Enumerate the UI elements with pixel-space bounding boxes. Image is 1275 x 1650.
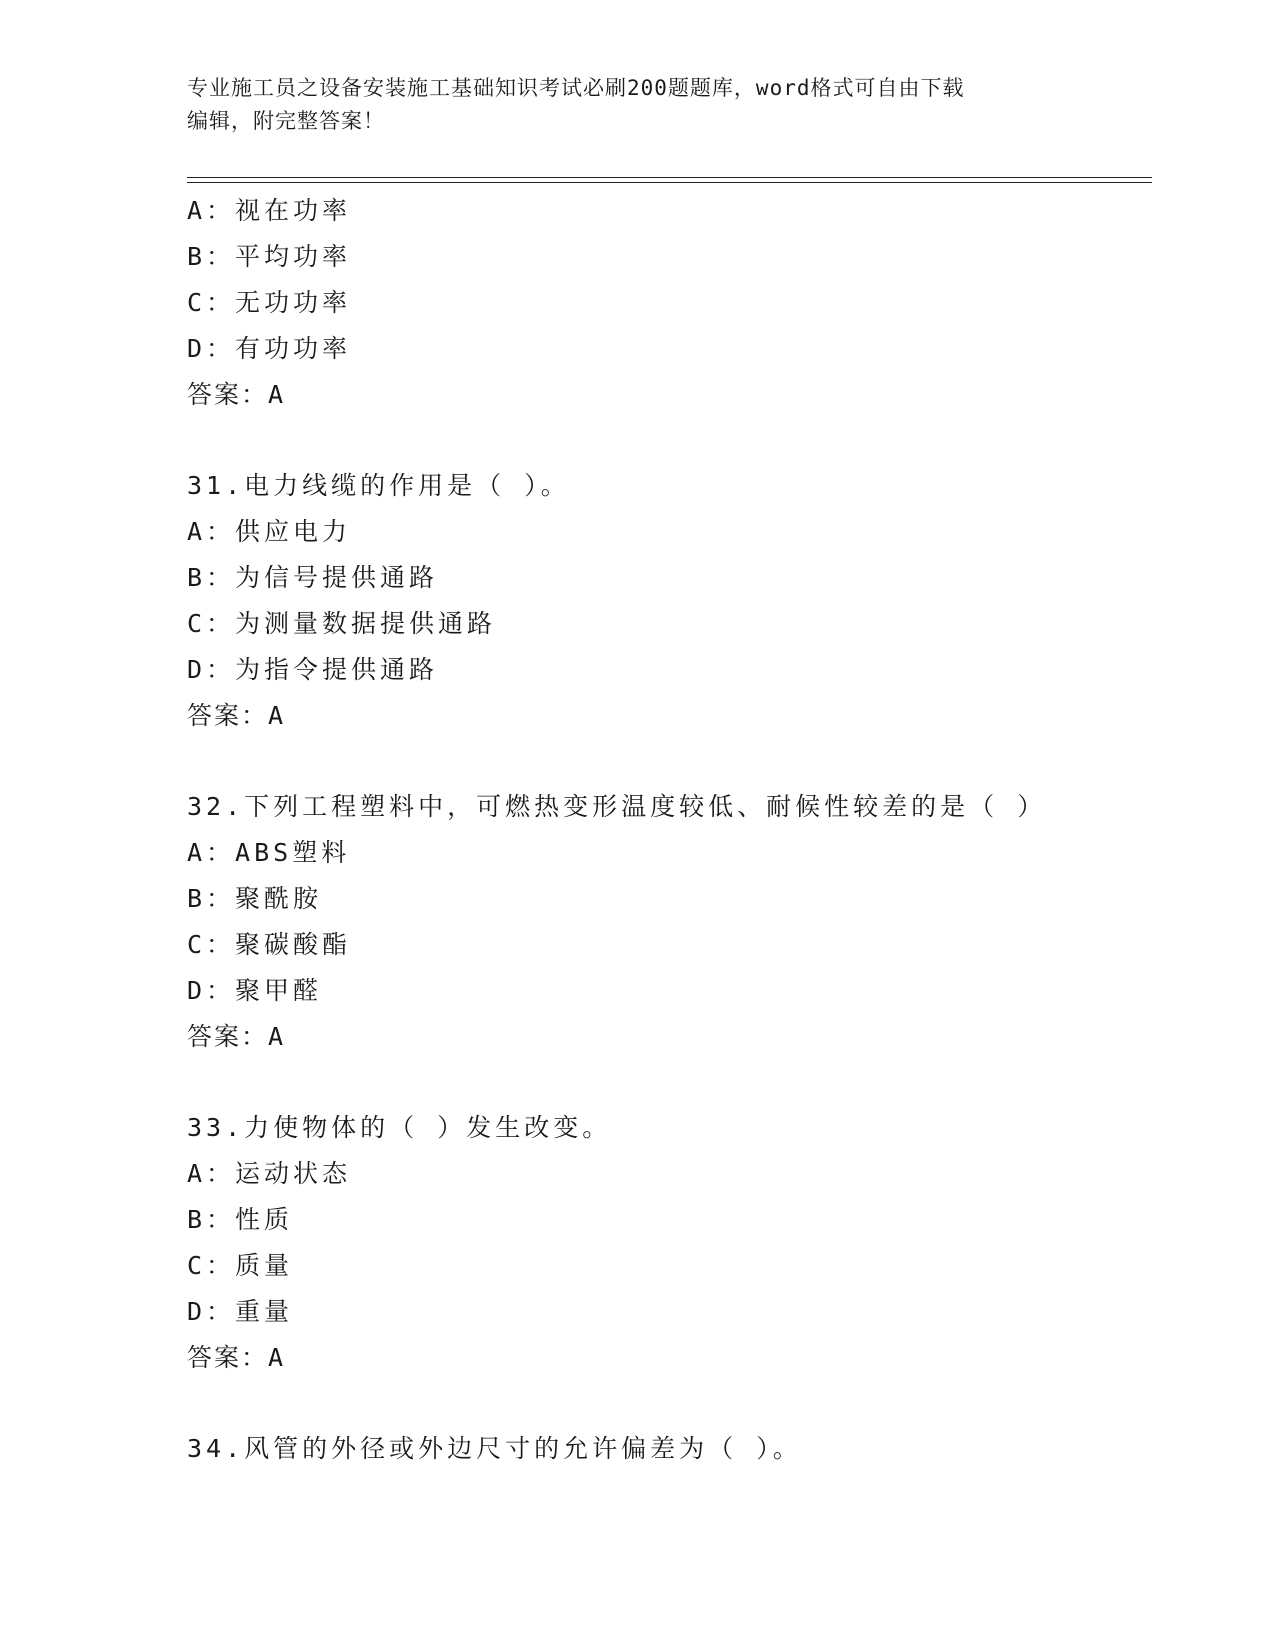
- option-a: A：视在功率: [187, 196, 352, 225]
- answer-line: [187, 693, 1147, 739]
- answer-value: A: [268, 380, 286, 409]
- question-block: [187, 784, 1147, 1060]
- answer-label: 答案：: [187, 701, 269, 730]
- option-c: C：无功功率: [187, 288, 352, 317]
- option-d: D：聚甲醛: [187, 976, 323, 1005]
- answer-label: 答案：: [187, 380, 269, 409]
- answer-value: A: [268, 1022, 286, 1051]
- header-line-1: 专业施工员之设备安装施工基础知识考试必刷200题题库，word格式可自由下载: [187, 76, 965, 100]
- header-rule-bottom: [187, 182, 1152, 183]
- option-c: C：质量: [187, 1251, 294, 1280]
- option-a: A：运动状态: [187, 1159, 352, 1188]
- answer-line: [187, 1014, 1147, 1060]
- header-line-2: 编辑，附完整答案！: [187, 109, 385, 133]
- answer-label: 答案：: [187, 1343, 269, 1372]
- option-b: B：平均功率: [187, 242, 352, 271]
- option-c: C：为测量数据提供通路: [187, 609, 497, 638]
- question-block: [187, 1105, 1147, 1381]
- option-a: A：ABS塑料: [187, 838, 351, 867]
- question-text: 31.电力线缆的作用是（ ）。: [187, 471, 570, 500]
- option-b: B：性质: [187, 1205, 294, 1234]
- question-text: 32.下列工程塑料中，可燃热变形温度较低、耐候性较差的是（ ）: [187, 792, 1047, 821]
- option-d: D：有功功率: [187, 334, 352, 363]
- question-text: 34.风管的外径或外边尺寸的允许偏差为（ ）。: [187, 1434, 802, 1463]
- option-b: B：为信号提供通路: [187, 563, 439, 592]
- document-header: [187, 72, 1087, 138]
- question-text: 33.力使物体的（ ）发生改变。: [187, 1113, 612, 1142]
- question-block: [187, 1426, 1147, 1472]
- header-rule-top: [187, 177, 1152, 178]
- option-c: C：聚碳酸酯: [187, 930, 352, 959]
- question-block: [187, 188, 1147, 418]
- answer-line: [187, 372, 1147, 418]
- question-list: [187, 188, 1147, 1472]
- option-d: D：为指令提供通路: [187, 655, 439, 684]
- option-b: B：聚酰胺: [187, 884, 323, 913]
- answer-line: [187, 1335, 1147, 1381]
- option-d: D：重量: [187, 1297, 294, 1326]
- question-block: [187, 463, 1147, 739]
- answer-value: A: [268, 701, 286, 730]
- answer-label: 答案：: [187, 1022, 269, 1051]
- option-a: A：供应电力: [187, 517, 352, 546]
- answer-value: A: [268, 1343, 286, 1372]
